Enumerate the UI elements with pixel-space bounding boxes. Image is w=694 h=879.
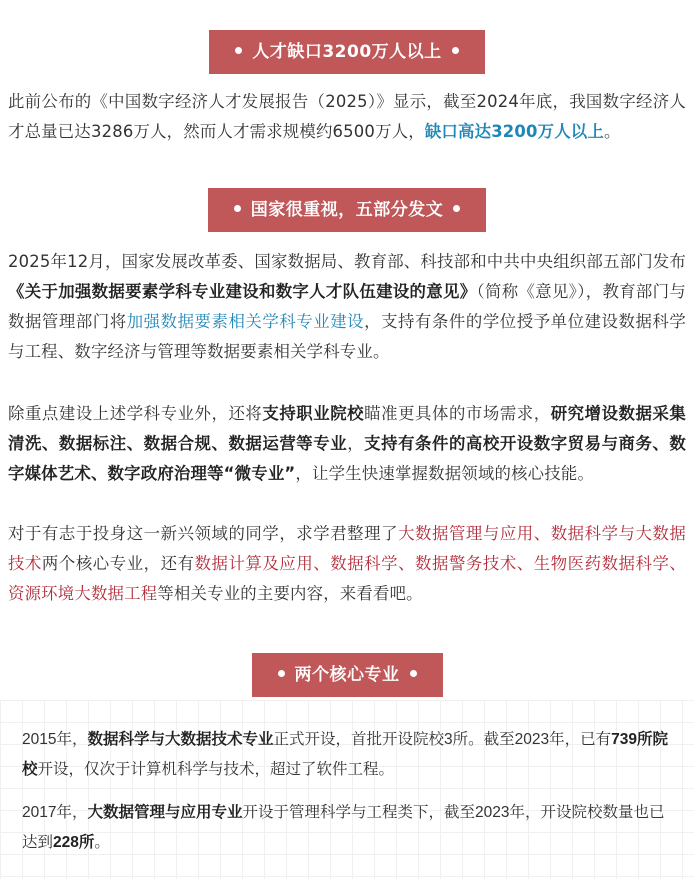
text-run: ，支持有条件的学位授予单位建设数据科学与工程、数字经济与管理等数据要素相关学科专业。: [8, 312, 686, 361]
highlighted-text: 研究增设数据采集清洗、数据标注、数据合规、数据运营等专业: [8, 404, 687, 453]
paragraph: [8, 247, 686, 367]
bullet-dot-icon: [235, 47, 242, 54]
highlighted-text: 228所: [53, 834, 95, 851]
text-run: 对于有志于投身这一新兴领域的同学，求学君整理了: [8, 524, 399, 543]
bullet-dot-icon: [278, 670, 285, 677]
section-badge: [208, 188, 487, 232]
section-title: 国家很重视，五部分发文: [250, 200, 444, 220]
text-run: 2017年，: [22, 804, 88, 821]
text-run: 瞄准更具体的市场需求，: [364, 404, 551, 423]
highlighted-text: 支持有条件的高校开设数字贸易与商务、数字媒体艺术、数字政府治理等“微专业”: [8, 434, 687, 483]
section-header-policy: [0, 188, 694, 232]
section-title: 人才缺口3200万人以上: [252, 42, 442, 62]
paragraph: [22, 725, 672, 785]
section-title: 两个核心专业: [294, 665, 400, 685]
text-run: 。: [604, 122, 621, 141]
highlighted-text: 缺口高达3200万人以上: [424, 122, 604, 141]
section-header-talent-gap: [0, 30, 694, 74]
highlighted-text: 数据计算及应用、数据科学、数据警务技术、生物医药数据科学、资源环境大数据工程: [8, 554, 686, 603]
paragraph: [8, 519, 686, 609]
text-run: 两个核心专业，还有: [41, 554, 195, 573]
paragraph: [8, 87, 686, 147]
text-run: 等相关专业的主要内容，来看看吧。: [157, 584, 423, 603]
section-header-core-majors: [0, 653, 694, 697]
section-badge: [252, 653, 443, 697]
paragraph: [8, 399, 686, 489]
bullet-dot-icon: [452, 47, 459, 54]
paragraph: [22, 798, 672, 858]
text-run: ，让学生快速掌握数据领域的核心技能。: [295, 464, 595, 483]
text-run: 开设，仅次于计算机科学与技术，超过了软件工程。: [37, 761, 395, 778]
text-run: ，: [347, 434, 365, 453]
text-run: 开设于管理科学与工程类下，截至2023年，开设院校数量也已达到: [22, 804, 665, 851]
highlighted-text: 加强数据要素相关学科专业建设: [126, 312, 365, 331]
section-badge: [209, 30, 484, 74]
bullet-dot-icon: [410, 670, 417, 677]
highlighted-text: 《关于加强数据要素学科专业建设和数字人才队伍建设的意见》: [8, 282, 477, 301]
highlighted-text: 739所院校: [22, 731, 668, 778]
highlighted-text: 支持职业院校: [262, 404, 365, 423]
text-run: 此前公布的《中国数字经济人才发展报告（2025）》显示，截至2024年底，我国数字经济人才总量已达3286万人，然而人才需求规模约6500万人，: [8, 92, 686, 141]
text-run: 2025年12月，国家发展改革委、国家数据局、教育部、科技部和中共中央组织部五部门发布: [8, 252, 686, 271]
text-run: 2015年，: [22, 731, 88, 748]
highlighted-text: 数据科学与大数据技术专业: [87, 731, 274, 748]
highlighted-text: 大数据管理与应用、数据科学与大数据技术: [8, 524, 686, 573]
text-run: （简称《意见》），教育部门与数据管理部门将: [8, 282, 686, 331]
text-run: 。: [94, 834, 110, 851]
text-run: 正式开设，首批开设院校3所。截至2023年，已有: [273, 731, 612, 748]
highlighted-text: 大数据管理与应用专业: [87, 804, 243, 821]
bullet-dot-icon: [234, 205, 241, 212]
text-run: 除重点建设上述学科专业外，还将: [8, 404, 263, 423]
bullet-dot-icon: [453, 205, 460, 212]
